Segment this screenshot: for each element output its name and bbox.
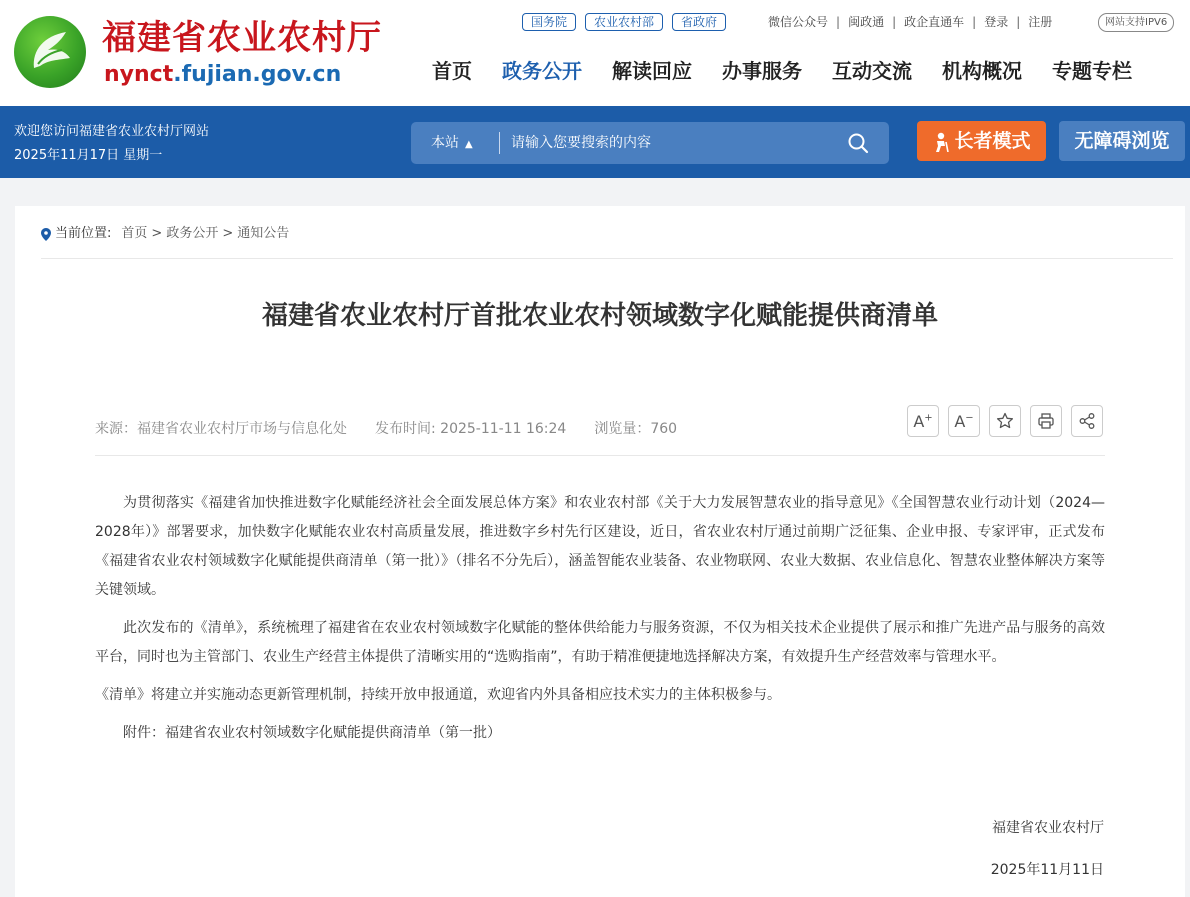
enterprise-link[interactable]: 政企直通车: [904, 15, 965, 29]
article-tools: [907, 405, 1103, 437]
site-domain: [104, 62, 341, 88]
domain-rest: .fujian.gov.cn: [173, 62, 342, 87]
article-body: [95, 489, 1105, 757]
font-increase-icon: A+: [913, 411, 933, 431]
main-nav: [432, 56, 1132, 86]
breadcrumb-separator: >: [151, 226, 163, 241]
star-icon: [996, 412, 1014, 430]
font-decrease-button[interactable]: [948, 405, 980, 437]
nav-gov-affairs[interactable]: 政务公开: [502, 59, 582, 83]
elder-mode-button[interactable]: [917, 121, 1046, 161]
top-links: [768, 14, 1052, 30]
breadcrumb-separator: >: [222, 226, 234, 241]
gov-link-province[interactable]: 省政府: [672, 13, 726, 31]
search-bar: [411, 122, 889, 164]
utility-bar: [0, 106, 1190, 178]
share-button[interactable]: [1071, 405, 1103, 437]
ipv6-badge: 网站支持IPV6: [1098, 13, 1174, 32]
article-paragraph: 为贯彻落实《福建省加快推进数字化赋能经济社会全面发展总体方案》和农业农村部《关于大力发展智慧农业的指导意见》《全国智慧农业行动计划（2024—2028年）》部署要求，加快数字化赋能农业农村高质量发展，推进数字乡村先行区建设，近日，省农业农村厅通过前期广泛征集、企业申报、专家评审，正式发布《福建省农业农村领域数字化赋能提供商清单（第一批）》（排名不分先后），涵盖智能农业装备、农业物联网、农业大数据、农业信息化、智慧农业整体解决方案等关键领域。: [95, 495, 1105, 598]
welcome-text: 欢迎您访问福建省农业农村厅网站: [14, 124, 210, 139]
breadcrumb-label: 当前位置:: [55, 226, 112, 241]
article-signature-date: 2025年11月11日: [990, 862, 1104, 878]
article-published-time: 发布时间: 2025-11-11 16:24: [375, 421, 567, 437]
site-title[interactable]: 福建省农业农村厅: [102, 18, 382, 58]
share-icon: [1078, 412, 1096, 430]
print-icon: [1037, 412, 1055, 430]
article-panel: [15, 206, 1185, 897]
favorite-button[interactable]: [989, 405, 1021, 437]
search-input[interactable]: [511, 122, 831, 164]
font-increase-button[interactable]: [907, 405, 939, 437]
divider: [41, 258, 1173, 259]
search-scope-select[interactable]: [431, 122, 473, 164]
person-icon: [932, 132, 950, 152]
breadcrumb-gov-affairs[interactable]: 政务公开: [166, 226, 219, 241]
separator: |: [836, 15, 841, 29]
article-signature: 福建省农业农村厅: [992, 820, 1104, 836]
separator: |: [972, 15, 977, 29]
elder-mode-label: 长者模式: [954, 130, 1031, 152]
breadcrumb: [41, 226, 289, 242]
gov-links: [522, 13, 726, 31]
article-view-count: 浏览量：760: [594, 421, 678, 437]
domain-prefix: nynct: [104, 62, 174, 87]
article-source: 来源：福建省农业农村厅市场与信息化处: [95, 421, 347, 437]
site-header: [0, 0, 1190, 106]
site-logo-icon[interactable]: [14, 16, 86, 88]
divider: [95, 455, 1105, 456]
login-link[interactable]: 登录: [984, 15, 1009, 29]
gov-link-ministry[interactable]: 农业农村部: [585, 13, 663, 31]
accessible-browse-button[interactable]: 无障碍浏览: [1059, 121, 1185, 161]
current-date: 2025年11月17日 星期一: [14, 148, 163, 163]
font-decrease-icon: A−: [954, 411, 974, 431]
nav-interaction[interactable]: 互动交流: [832, 59, 912, 83]
article-title: 福建省农业农村厅首批农业农村领域数字化赋能提供商清单: [261, 301, 938, 331]
nav-topics[interactable]: 专题专栏: [1052, 59, 1132, 83]
wechat-link[interactable]: 微信公众号: [768, 15, 829, 29]
print-button[interactable]: [1030, 405, 1062, 437]
article-meta: [95, 420, 677, 438]
search-scope-label: 本站: [431, 135, 459, 151]
welcome-block: [14, 120, 209, 168]
article-attachment-link[interactable]: 附件：福建省农业农村领域数字化赋能提供商清单（第一批）: [123, 725, 501, 741]
nav-interpretation[interactable]: 解读回应: [612, 59, 692, 83]
gov-link-state-council[interactable]: 国务院: [522, 13, 576, 31]
breadcrumb-home[interactable]: 首页: [121, 226, 148, 241]
breadcrumb-notices[interactable]: 通知公告: [237, 226, 290, 241]
article-paragraph: 此次发布的《清单》，系统梳理了福建省在农业农村领域数字化赋能的整体供给能力与服务资源，不仅为相关技术企业提供了展示和推广先进产品与服务的高效平台，同时也为主管部门、农业生产经营主体提供了清晰实用的“选购指南”，有助于精准便捷地选择解决方案，有效提升生产经营效率与管理水平。: [95, 620, 1105, 665]
divider: [499, 132, 500, 154]
separator: |: [1016, 15, 1021, 29]
nav-services[interactable]: 办事服务: [722, 59, 802, 83]
minzhengtong-link[interactable]: 闽政通: [848, 15, 885, 29]
sort-arrows-icon: ▲: [465, 139, 473, 150]
nav-home[interactable]: 首页: [432, 59, 472, 83]
search-icon[interactable]: [847, 132, 869, 154]
register-link[interactable]: 注册: [1028, 15, 1053, 29]
separator: |: [892, 15, 897, 29]
article-paragraph: 《清单》将建立并实施动态更新管理机制，持续开放申报通道，欢迎省内外具备相应技术实力的主体积极参与。: [95, 687, 781, 703]
nav-organization[interactable]: 机构概况: [942, 59, 1022, 83]
location-pin-icon: [41, 228, 51, 241]
